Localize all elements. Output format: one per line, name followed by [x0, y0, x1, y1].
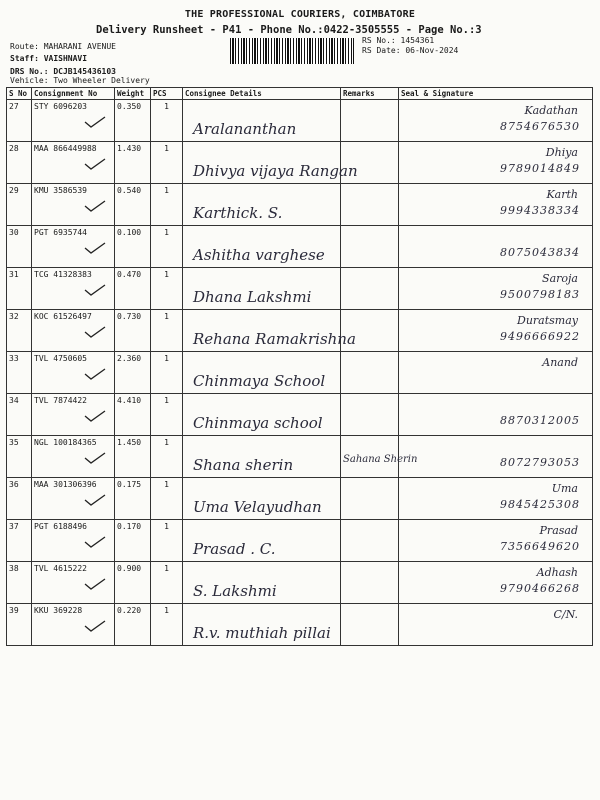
serial-no: 33 — [7, 352, 32, 394]
route-label: Route: MAHARANI AVENUE — [10, 42, 116, 51]
consignee-cell — [183, 478, 341, 520]
phone-number: 9500798183 — [500, 288, 580, 301]
remarks-cell — [341, 436, 418, 478]
consignee-cell — [183, 394, 341, 436]
consignment-no — [32, 604, 115, 646]
table-row — [7, 142, 593, 184]
consignment-no — [32, 100, 115, 142]
signature-cell — [399, 394, 593, 436]
consignment-no-text: TVL 4615222 — [34, 564, 87, 573]
checkmark-icon — [84, 410, 106, 422]
pieces: 1 — [151, 562, 183, 604]
consignment-no-text: TCG 41328383 — [34, 270, 92, 279]
weight: 0.730 — [115, 310, 151, 352]
consignment-no — [32, 310, 115, 352]
pieces: 1 — [151, 310, 183, 352]
consignment-no-text: STY 6096203 — [34, 102, 87, 111]
remarks-cell — [341, 226, 399, 268]
pieces: 1 — [151, 478, 183, 520]
consignment-no-text: KOC 61526497 — [34, 312, 92, 321]
consignee-name: Dhana Lakshmi — [193, 288, 312, 306]
weight: 0.175 — [115, 478, 151, 520]
weight: 1.450 — [115, 436, 151, 478]
consignee-name: Chinmaya School — [193, 372, 326, 390]
table-row — [7, 436, 593, 478]
signature-cell — [399, 310, 593, 352]
pieces: 1 — [151, 394, 183, 436]
rs-date: RS Date: 06-Nov-2024 — [362, 46, 459, 55]
table-header-row — [7, 88, 593, 100]
consignee-cell — [183, 562, 341, 604]
remarks-cell — [341, 478, 399, 520]
remarks-cell — [341, 562, 399, 604]
table-row — [7, 100, 593, 142]
col-weight: Weight — [115, 88, 151, 100]
consignee-name: S. Lakshmi — [193, 582, 277, 600]
table-row — [7, 520, 593, 562]
serial-no: 37 — [7, 520, 32, 562]
serial-no: 36 — [7, 478, 32, 520]
weight: 0.220 — [115, 604, 151, 646]
checkmark-icon — [84, 158, 106, 170]
runsheet-subtitle: Delivery Runsheet - P41 - Phone No.:0422-3505555 - Page No.:3 — [96, 24, 482, 36]
signature: Kadathan — [524, 104, 578, 117]
pieces: 1 — [151, 184, 183, 226]
signature-cell — [399, 226, 593, 268]
consignment-no-text: PGT 6188496 — [34, 522, 87, 531]
checkmark-icon — [84, 200, 106, 212]
weight: 0.540 — [115, 184, 151, 226]
weight: 2.360 — [115, 352, 151, 394]
checkmark-icon — [84, 494, 106, 506]
staff-label: Staff: VAISHNAVI — [10, 54, 88, 63]
checkmark-icon — [84, 284, 106, 296]
table-row — [7, 562, 593, 604]
signature: Duratsmay — [517, 314, 578, 327]
consignment-no — [32, 394, 115, 436]
remarks-cell — [341, 100, 399, 142]
serial-no: 35 — [7, 436, 32, 478]
pieces: 1 — [151, 268, 183, 310]
consignment-no — [32, 478, 115, 520]
weight: 0.470 — [115, 268, 151, 310]
phone-number: 9790466268 — [500, 582, 580, 595]
serial-no: 31 — [7, 268, 32, 310]
checkmark-icon — [84, 578, 106, 590]
signature: Adhash — [536, 566, 578, 579]
serial-no: 29 — [7, 184, 32, 226]
serial-no: 30 — [7, 226, 32, 268]
pieces: 1 — [151, 520, 183, 562]
consignee-name: Prasad . C. — [193, 540, 276, 558]
consignment-no-text: TVL 4750605 — [34, 354, 87, 363]
barcode — [230, 38, 354, 64]
col-consignment: Consignment No — [32, 88, 115, 100]
drs-label: DRS No.: DCJB145436103 — [10, 67, 116, 76]
consignee-name: Aralananthan — [193, 120, 297, 138]
consignee-cell — [183, 352, 341, 394]
vehicle-label: Vehicle: Two Wheeler Delivery — [10, 76, 150, 85]
serial-no: 39 — [7, 604, 32, 646]
consignment-no-text: MAA 301306396 — [34, 480, 97, 489]
remarks-cell — [341, 394, 399, 436]
consignee-cell — [183, 604, 341, 646]
col-consignee: Consignee Details — [183, 88, 341, 100]
checkmark-icon — [84, 326, 106, 338]
consignment-no — [32, 142, 115, 184]
signature-cell — [399, 604, 593, 646]
signature-cell — [399, 520, 593, 562]
signature-cell — [399, 478, 593, 520]
runsheet-table — [6, 87, 593, 646]
signature: C/N. — [553, 608, 578, 621]
phone-number: 9994338334 — [500, 204, 580, 217]
serial-no: 32 — [7, 310, 32, 352]
remarks-cell — [341, 604, 399, 646]
remarks-cell — [341, 142, 399, 184]
table-row — [7, 226, 593, 268]
checkmark-icon — [84, 116, 106, 128]
consignment-no — [32, 352, 115, 394]
table-row — [7, 604, 593, 646]
consignment-no-text: NGL 100184365 — [34, 438, 97, 447]
col-signature: Seal & Signature — [399, 88, 593, 100]
signature-cell — [399, 436, 593, 478]
signature-cell — [399, 352, 593, 394]
consignee-name: Chinmaya school — [193, 414, 323, 432]
phone-number: 7356649620 — [500, 540, 580, 553]
consignment-no-text: KMU 3586539 — [34, 186, 87, 195]
consignee-name: Shana sherin — [193, 456, 294, 474]
consignment-no-text: MAA 866449988 — [34, 144, 97, 153]
table-row — [7, 184, 593, 226]
weight: 0.170 — [115, 520, 151, 562]
phone-number: 8072793053 — [500, 456, 580, 469]
phone-number: 9789014849 — [500, 162, 580, 175]
col-remarks: Remarks — [341, 88, 399, 100]
checkmark-icon — [84, 368, 106, 380]
remark-text: Sahana Sherin — [343, 454, 418, 465]
serial-no: 28 — [7, 142, 32, 184]
consignment-no — [32, 184, 115, 226]
consignment-no-text: KKU 369228 — [34, 606, 83, 615]
signature-cell — [399, 562, 593, 604]
signature: Dhiya — [545, 146, 578, 159]
weight: 4.410 — [115, 394, 151, 436]
remarks-cell — [341, 352, 399, 394]
pieces: 1 — [151, 226, 183, 268]
checkmark-icon — [84, 242, 106, 254]
checkmark-icon — [84, 452, 106, 464]
phone-number: 8870312005 — [500, 414, 580, 427]
pieces: 1 — [151, 100, 183, 142]
consignee-cell — [183, 310, 356, 352]
serial-no: 27 — [7, 100, 32, 142]
consignment-no-text: PGT 6935744 — [34, 228, 87, 237]
pieces: 1 — [151, 352, 183, 394]
consignment-no — [32, 436, 115, 478]
col-sno: S No — [7, 88, 32, 100]
remarks-cell — [341, 268, 399, 310]
signature-cell — [399, 268, 593, 310]
phone-number: 9496666922 — [500, 330, 580, 343]
consignee-cell — [183, 268, 341, 310]
serial-no: 38 — [7, 562, 32, 604]
remarks-cell — [341, 184, 399, 226]
weight: 0.100 — [115, 226, 151, 268]
consignment-no — [32, 226, 115, 268]
table-row — [7, 394, 593, 436]
col-pcs: PCS — [151, 88, 183, 100]
consignee-cell — [183, 142, 358, 184]
checkmark-icon — [84, 536, 106, 548]
signature-cell — [399, 184, 593, 226]
checkmark-icon — [84, 620, 106, 632]
table-row — [7, 352, 593, 394]
consignee-cell — [183, 226, 341, 268]
consignment-no — [32, 562, 115, 604]
pieces: 1 — [151, 142, 183, 184]
table-row — [7, 268, 593, 310]
remarks-cell — [341, 310, 399, 352]
weight: 0.900 — [115, 562, 151, 604]
consignee-name: Karthick. S. — [193, 204, 283, 222]
signature: Saroja — [542, 272, 578, 285]
weight: 1.430 — [115, 142, 151, 184]
weight: 0.350 — [115, 100, 151, 142]
table-row — [7, 478, 593, 520]
consignment-no — [32, 268, 115, 310]
consignee-name: Ashitha varghese — [193, 246, 325, 264]
consignee-name: Dhivya vijaya Rangan — [193, 162, 358, 180]
table-row — [7, 310, 593, 352]
document-title: THE PROFESSIONAL COURIERS, COIMBATORE — [184, 9, 416, 20]
signature-cell — [399, 142, 593, 184]
consignee-name: R.v. muthiah pillai — [193, 624, 331, 642]
consignment-no — [32, 520, 115, 562]
consignee-cell — [183, 184, 341, 226]
consignment-no-text: TVL 7874422 — [34, 396, 87, 405]
consignee-name: Uma Velayudhan — [193, 498, 322, 516]
signature-cell — [399, 100, 593, 142]
phone-number: 8075043834 — [500, 246, 580, 259]
signature: Anand — [542, 356, 578, 369]
consignee-cell — [183, 436, 341, 478]
phone-number: 9845425308 — [500, 498, 580, 511]
phone-number: 8754676530 — [500, 120, 580, 133]
serial-no: 34 — [7, 394, 32, 436]
remarks-cell — [341, 520, 399, 562]
signature: Prasad — [539, 524, 578, 537]
signature: Karth — [546, 188, 578, 201]
pieces: 1 — [151, 436, 183, 478]
signature: Uma — [551, 482, 578, 495]
consignee-name: Rehana Ramakrishna — [193, 330, 356, 348]
consignee-cell — [183, 520, 341, 562]
consignee-cell — [183, 100, 341, 142]
pieces: 1 — [151, 604, 183, 646]
rs-number: RS No.: 1454361 — [362, 36, 435, 45]
